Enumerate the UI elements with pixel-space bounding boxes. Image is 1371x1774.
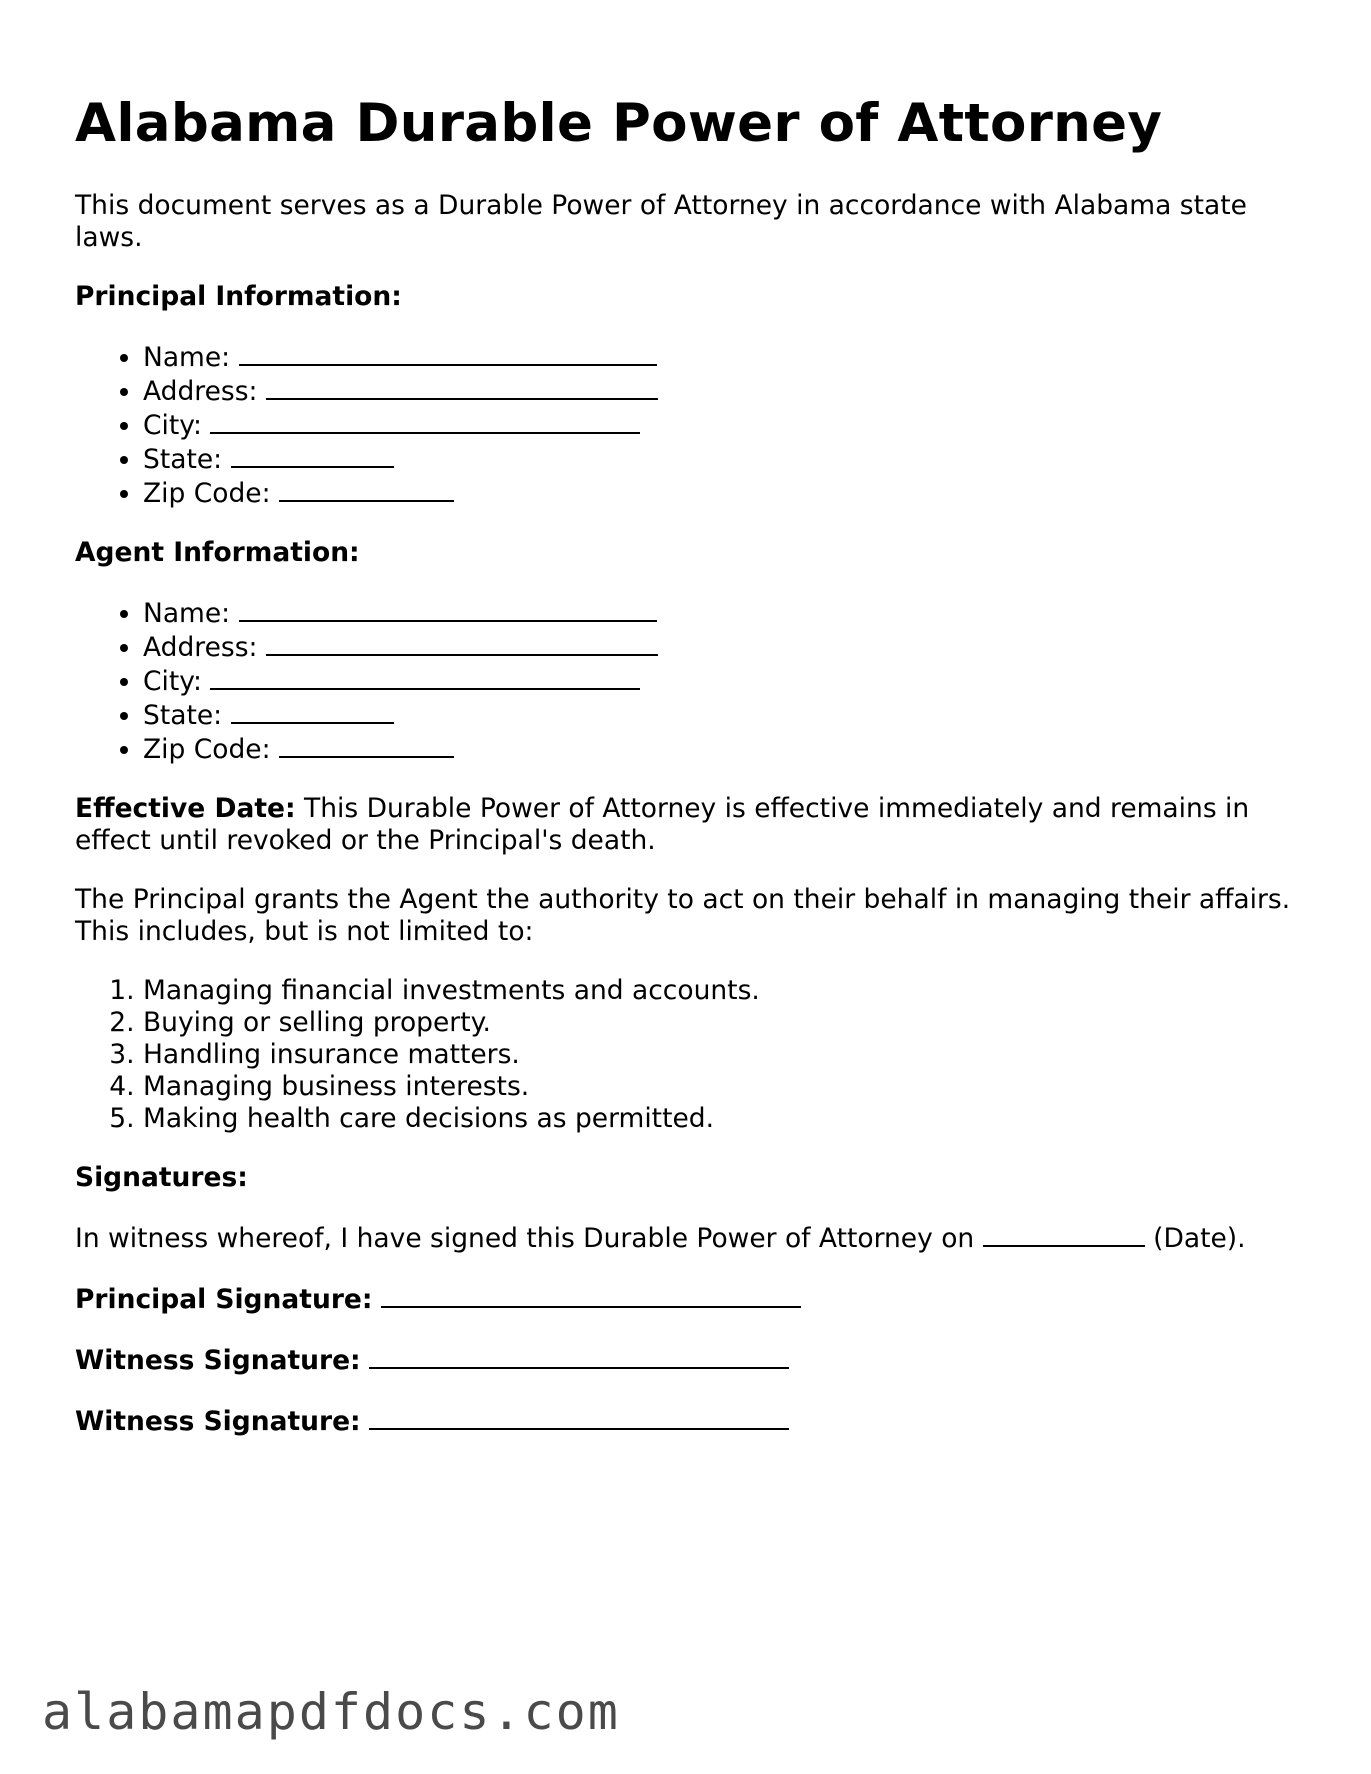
effective-date-label: Effective Date: bbox=[75, 792, 296, 824]
agent-address-item bbox=[143, 630, 1305, 664]
agent-state-item bbox=[143, 698, 1305, 732]
date-suffix: (Date). bbox=[1153, 1222, 1246, 1254]
principal-name-field[interactable] bbox=[239, 340, 657, 366]
witness2-signature-field[interactable] bbox=[369, 1404, 789, 1430]
agent-zip-label: Zip Code: bbox=[143, 733, 271, 765]
witness-date-paragraph bbox=[75, 1221, 1305, 1255]
agent-city-field[interactable] bbox=[210, 664, 640, 690]
principal-zip-item bbox=[143, 476, 1305, 510]
principal-address-field[interactable] bbox=[266, 374, 658, 400]
principal-city-item bbox=[143, 408, 1305, 442]
document-title: Alabama Durable Power of Attorney bbox=[75, 93, 1163, 154]
principal-zip-field[interactable] bbox=[279, 476, 454, 502]
power-item: 2. Buying or selling property. bbox=[143, 1007, 1305, 1039]
witness-date-text: In witness whereof, I have signed this Durable Power of Attorney on bbox=[75, 1222, 975, 1254]
principal-address-item bbox=[143, 374, 1305, 408]
agent-info-heading: Agent Information: bbox=[75, 536, 360, 568]
witness1-signature-label: Witness Signature: bbox=[75, 1344, 361, 1376]
principal-city-label: City: bbox=[143, 409, 202, 441]
intro-paragraph: This document serves as a Durable Power of Attorney in accordance with Alabama state laws. bbox=[75, 189, 1247, 253]
principal-signature-line bbox=[75, 1282, 1305, 1316]
powers-list bbox=[75, 975, 1305, 1135]
agent-city-label: City: bbox=[143, 665, 202, 697]
effective-date-paragraph bbox=[75, 793, 1305, 857]
site-watermark: alabamapdfdocs.com bbox=[42, 1683, 620, 1741]
signatures-heading: Signatures: bbox=[75, 1161, 248, 1193]
power-item: 1. Managing financial investments and accounts. bbox=[143, 975, 1305, 1007]
agent-name-item bbox=[143, 596, 1305, 630]
principal-zip-label: Zip Code: bbox=[143, 477, 271, 509]
witness1-signature-field[interactable] bbox=[369, 1343, 789, 1369]
agent-state-field[interactable] bbox=[231, 698, 394, 724]
power-item: 5. Making health care decisions as permitted. bbox=[143, 1103, 1305, 1135]
authority-paragraph: The Principal grants the Agent the authority to act on their behalf in managing their affairs. This includes, but is not limited to: bbox=[75, 883, 1291, 947]
principal-state-label: State: bbox=[143, 443, 223, 475]
principal-state-item bbox=[143, 442, 1305, 476]
principal-state-field[interactable] bbox=[231, 442, 394, 468]
agent-name-field[interactable] bbox=[239, 596, 657, 622]
agent-info-list bbox=[75, 596, 1305, 766]
power-item: 3. Handling insurance matters. bbox=[143, 1039, 1305, 1071]
power-item: 4. Managing business interests. bbox=[143, 1071, 1305, 1103]
principal-city-field[interactable] bbox=[210, 408, 640, 434]
signing-date-field[interactable] bbox=[983, 1221, 1145, 1247]
agent-city-item bbox=[143, 664, 1305, 698]
witness2-signature-label: Witness Signature: bbox=[75, 1405, 361, 1437]
principal-address-label: Address: bbox=[143, 375, 258, 407]
principal-info-list bbox=[75, 340, 1305, 510]
principal-info-heading: Principal Information: bbox=[75, 280, 402, 312]
agent-address-label: Address: bbox=[143, 631, 258, 663]
witness1-signature-line bbox=[75, 1343, 1305, 1377]
witness2-signature-line bbox=[75, 1404, 1305, 1438]
agent-zip-field[interactable] bbox=[279, 732, 454, 758]
principal-name-label: Name: bbox=[143, 341, 231, 373]
principal-name-item bbox=[143, 340, 1305, 374]
effective-date-text: This Durable Power of Attorney is effective immediately and remains in effect until revoked or the Principal's death. bbox=[75, 792, 1250, 856]
agent-address-field[interactable] bbox=[266, 630, 658, 656]
agent-state-label: State: bbox=[143, 699, 223, 731]
principal-signature-field[interactable] bbox=[381, 1282, 801, 1308]
principal-signature-label: Principal Signature: bbox=[75, 1283, 373, 1315]
agent-zip-item bbox=[143, 732, 1305, 766]
agent-name-label: Name: bbox=[143, 597, 231, 629]
document-page bbox=[75, 92, 1305, 1465]
